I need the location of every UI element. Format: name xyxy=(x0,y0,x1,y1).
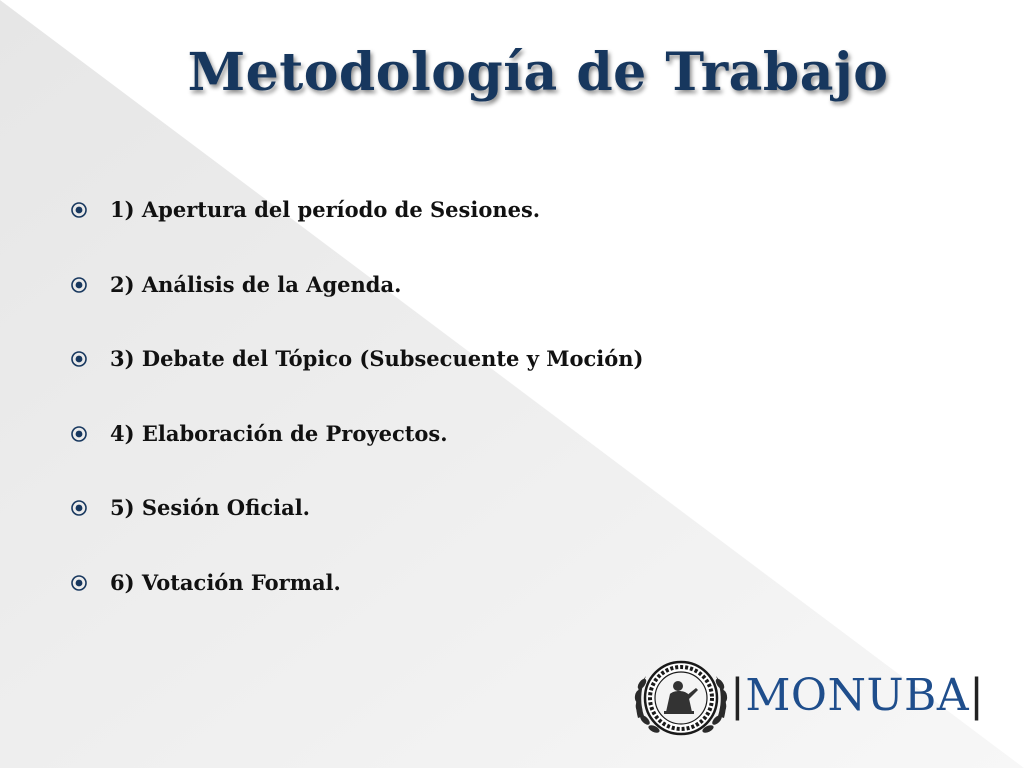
university-seal-icon xyxy=(630,656,732,742)
bullet-text: 5) Sesión Oficial. xyxy=(110,495,310,520)
monuba-logo xyxy=(630,656,1000,746)
circled-dot-bullet-icon xyxy=(70,499,88,517)
bullet-text: 2) Análisis de la Agenda. xyxy=(110,271,402,297)
logo-bar-right: | xyxy=(969,670,985,721)
list-item xyxy=(70,344,643,419)
list-item xyxy=(70,419,643,494)
circled-dot-bullet-icon xyxy=(70,574,88,592)
circled-dot-bullet-icon xyxy=(70,276,88,294)
logo-bar-left: | xyxy=(730,670,746,721)
monuba-wordmark xyxy=(730,668,984,724)
circled-dot-bullet-icon xyxy=(70,201,88,219)
list-item xyxy=(70,568,643,643)
bullet-text: 6) Votación Formal. xyxy=(110,569,341,595)
list-item xyxy=(70,493,643,568)
list-item xyxy=(70,270,643,345)
bullet-text: 1) Apertura del período de Sesiones. xyxy=(110,197,541,222)
bullet-text: 3) Debate del Tópico (Subsecuente y Moción) xyxy=(110,346,644,371)
circled-dot-bullet-icon xyxy=(70,425,88,443)
bullet-list xyxy=(70,195,643,642)
bullet-text: 4) Elaboración de Proyectos. xyxy=(110,420,448,446)
list-item xyxy=(70,195,643,270)
circled-dot-bullet-icon xyxy=(70,350,88,368)
slide-title: Metodología de Trabajo xyxy=(187,42,889,103)
logo-word: MONUBA xyxy=(745,670,970,721)
